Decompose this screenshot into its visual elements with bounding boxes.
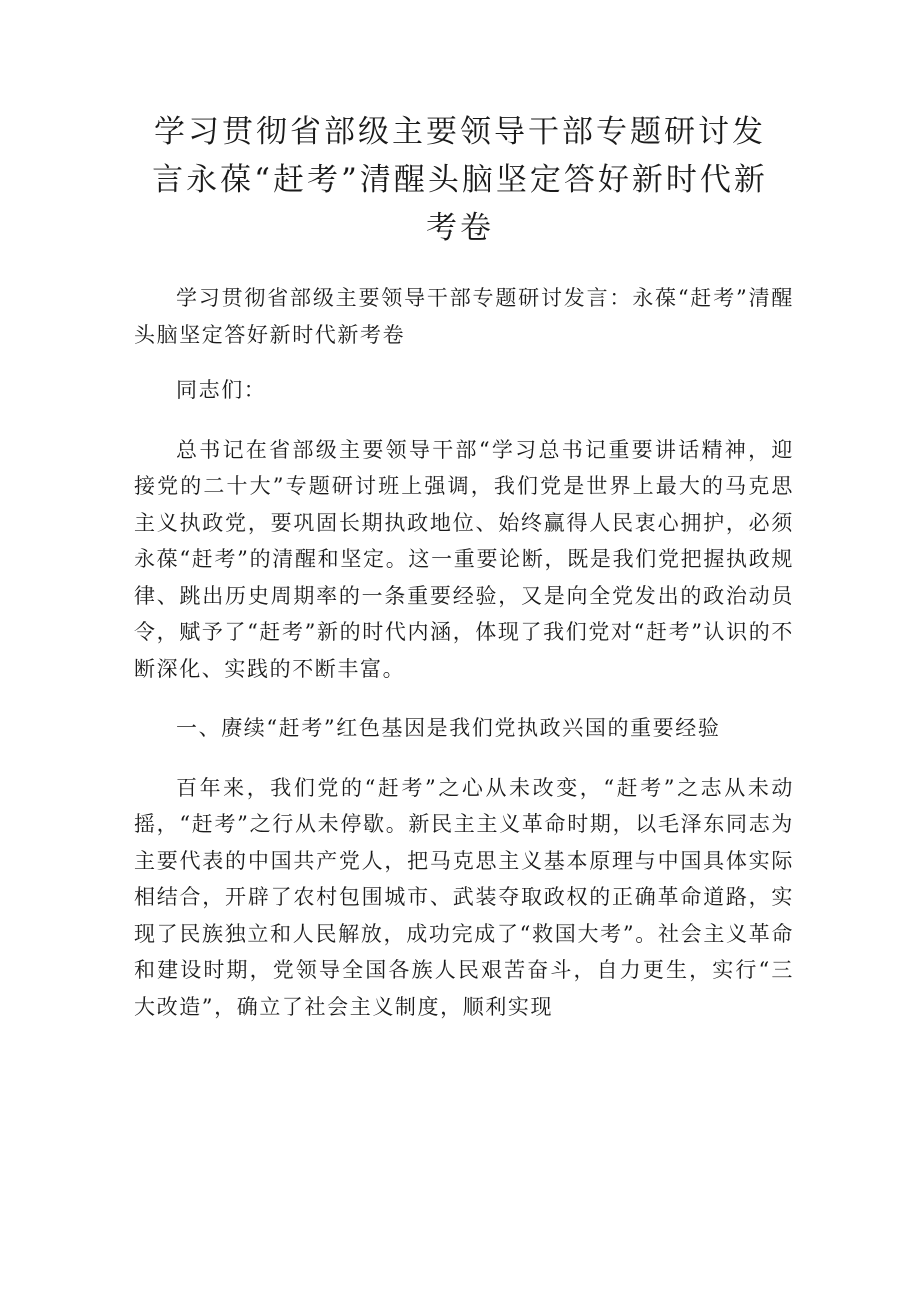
document-body — [134, 280, 794, 1025]
document-title: 学习贯彻省部级主要领导干部专题研讨发言永葆“赶考”清醒头脑坚定答好新时代新考卷 — [152, 114, 768, 246]
intro-paragraph: 学习贯彻省部级主要领导干部专题研讨发言：永葆“赶考”清醒头脑坚定答好新时代新考卷 — [134, 286, 794, 347]
section-heading: 一、赓续“赶考”红色基因是我们党执政兴国的重要经验 — [176, 716, 721, 740]
body-paragraph: 总书记在省部级主要领导干部“学习总书记重要讲话精神，迎接党的二十大”专题研讨班上强调，我们党是世界上最大的马克思主义执政党，要巩固长期执政地位、始终赢得人民衷心拥护，必须永葆“赶考”的清醒和坚定。这一重要论断，既是我们党把握执政规律、跳出历史周期率的一条重要经验，又是向全党发出的政治动员令，赋予了“赶考”新的时代内涵，体现了我们党对“赶考”认识的不断深化、实践的不断丰富。 — [134, 437, 794, 681]
body-paragraph: 百年来，我们党的“赶考”之心从未改变，“赶考”之志从未动摇，“赶考”之行从未停歇。新民主主义革命时期，以毛泽东同志为主要代表的中国共产党人，把马克思主义基本原理与中国具体实际相结合，开辟了农村包围城市、武装夺取政权的正确革命道路，实现了民族独立和人民解放，成功完成了“救国大考”。社会主义革命和建设时期，党领导全国各族人民艰苦奋斗，自力更生，实行“三大改造”，确立了社会主义制度，顺利实现 — [134, 775, 794, 1019]
salutation: 同志们： — [176, 378, 267, 402]
